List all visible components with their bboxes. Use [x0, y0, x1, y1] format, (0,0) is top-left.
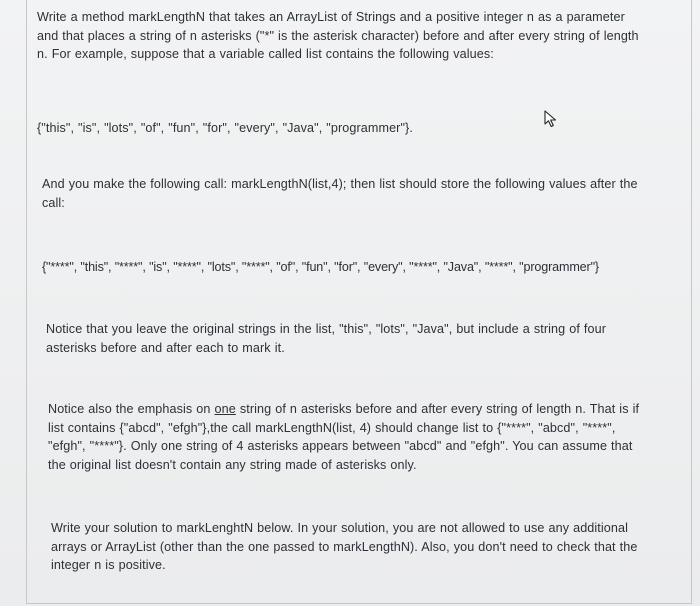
emphasis-word: one — [214, 402, 236, 416]
solution-instructions: Write your solution to markLenghtN below. In your solution, you are not allowed to use any additional arrays or ArrayList (other than the one passed to markLengthN). Also, you don't need to check that the integer n is positive. — [51, 521, 638, 572]
result-list-example: {"****", "this", "****", "is", "****", "lots", "****", "of", "fun", "for", "every", "****", "Java", "****", "programmer"} — [42, 260, 599, 274]
initial-list-example: {"this", "is", "lots", "of", "fun", "for", "every", "Java", "programmer"}. — [37, 121, 413, 135]
notice-paragraph: Notice that you leave the original strings in the list, "this", "lots", "Java", but include a string of four asterisks before and after each to mark it. — [46, 322, 607, 355]
notice-emphasis-prefix: Notice also the emphasis on — [48, 402, 215, 416]
notice-emphasis-paragraph — [48, 400, 652, 474]
question-intro: Write a method markLengthN that takes an ArrayList of Strings and a positive integer n as a parameter and that places a string of n asterisks ("*" is the asterisk character) before and after every string of length n. For example, suppose that a variable called list contains the following values: — [37, 10, 639, 61]
call-description: And you make the following call: markLengthN(list,4); then list should store the following values after the call: — [42, 177, 638, 210]
question-border — [26, 0, 692, 604]
notice-emphasis-rest: string of n asterisks before and after every string of length n. That is if list contains {"abcd", "efgh"},the call markLengthN(list, 4) should change list to {"****", "abcd", "****", "efgh", "****"}. Only one string of 4 asterisks appears between "abcd" and "efgh". You can assume that the original list doesn't contain any string made of asterisks only. — [48, 402, 640, 472]
mouse-pointer-icon — [544, 110, 558, 128]
